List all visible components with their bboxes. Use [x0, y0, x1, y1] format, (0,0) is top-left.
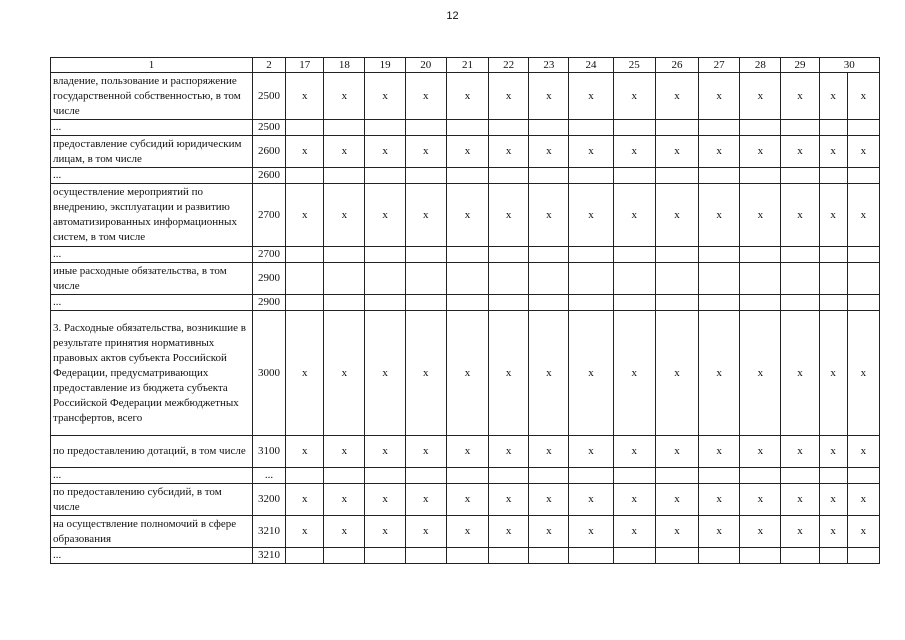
- value-cell: x: [286, 484, 324, 516]
- value-cell: [740, 247, 781, 263]
- row-code: 3210: [252, 548, 285, 564]
- value-cell: [781, 548, 819, 564]
- value-cell: x: [819, 136, 847, 168]
- value-cell: [613, 468, 655, 484]
- value-cell: [324, 168, 365, 184]
- value-cell: [740, 168, 781, 184]
- row-code: 2500: [252, 120, 285, 136]
- value-cell: x: [365, 73, 405, 120]
- value-cell: [740, 120, 781, 136]
- value-cell: [613, 168, 655, 184]
- value-cell: x: [365, 436, 405, 468]
- value-cell: [655, 548, 698, 564]
- value-cell: x: [446, 136, 488, 168]
- value-cell: [405, 168, 446, 184]
- value-cell: [613, 247, 655, 263]
- header-col: 21: [446, 58, 488, 73]
- value-cell: [529, 468, 569, 484]
- value-cell: x: [446, 311, 488, 436]
- page-number: 12: [446, 10, 459, 22]
- value-cell: [569, 120, 613, 136]
- value-cell: x: [324, 136, 365, 168]
- value-cell: x: [405, 136, 446, 168]
- header-col: 19: [365, 58, 405, 73]
- value-cell: x: [819, 516, 847, 548]
- value-cell: x: [405, 311, 446, 436]
- value-cell: [529, 548, 569, 564]
- value-cell: x: [286, 136, 324, 168]
- header-row: [51, 58, 880, 73]
- value-cell: x: [365, 484, 405, 516]
- value-cell: [286, 468, 324, 484]
- value-cell: [489, 120, 529, 136]
- table-row: [51, 295, 880, 311]
- value-cell: [740, 548, 781, 564]
- value-cell: x: [740, 436, 781, 468]
- row-label: ...: [51, 548, 253, 564]
- value-cell: [489, 168, 529, 184]
- value-cell: [489, 548, 529, 564]
- value-cell: x: [529, 184, 569, 247]
- value-cell: [781, 168, 819, 184]
- value-cell: x: [286, 311, 324, 436]
- header-col-last: 30: [819, 58, 879, 73]
- value-cell: [699, 295, 740, 311]
- row-label: владение, пользование и распоряжение государственной собственностью, в том числе: [51, 73, 253, 120]
- value-cell: [655, 468, 698, 484]
- value-cell: x: [489, 311, 529, 436]
- row-label: ...: [51, 120, 253, 136]
- value-cell: [655, 263, 698, 295]
- value-cell: x: [699, 184, 740, 247]
- value-cell: x: [405, 484, 446, 516]
- value-cell: x: [740, 184, 781, 247]
- value-cell: [446, 168, 488, 184]
- value-cell: x: [569, 136, 613, 168]
- value-cell: [847, 120, 879, 136]
- value-cell: x: [529, 516, 569, 548]
- value-cell: [405, 120, 446, 136]
- value-cell: x: [489, 436, 529, 468]
- value-cell: [489, 263, 529, 295]
- value-cell: x: [655, 73, 698, 120]
- value-cell: x: [569, 516, 613, 548]
- value-cell: x: [324, 184, 365, 247]
- value-cell: x: [569, 484, 613, 516]
- value-cell: [699, 247, 740, 263]
- value-cell: x: [613, 136, 655, 168]
- header-col: 17: [286, 58, 324, 73]
- value-cell: x: [847, 311, 879, 436]
- row-code: 3000: [252, 311, 285, 436]
- value-cell: x: [529, 136, 569, 168]
- value-cell: x: [446, 516, 488, 548]
- value-cell: [286, 263, 324, 295]
- value-cell: x: [613, 436, 655, 468]
- value-cell: [529, 120, 569, 136]
- value-cell: x: [489, 516, 529, 548]
- value-cell: x: [286, 516, 324, 548]
- value-cell: [365, 168, 405, 184]
- header-col: 28: [740, 58, 781, 73]
- value-cell: x: [324, 311, 365, 436]
- value-cell: x: [489, 484, 529, 516]
- value-cell: x: [569, 311, 613, 436]
- table-row: [51, 73, 880, 120]
- table-row: [51, 436, 880, 468]
- value-cell: [781, 263, 819, 295]
- value-cell: [569, 295, 613, 311]
- value-cell: x: [740, 136, 781, 168]
- value-cell: x: [781, 73, 819, 120]
- value-cell: [847, 247, 879, 263]
- value-cell: x: [740, 73, 781, 120]
- value-cell: [324, 548, 365, 564]
- value-cell: [655, 168, 698, 184]
- header-col: 22: [489, 58, 529, 73]
- value-cell: x: [740, 484, 781, 516]
- value-cell: x: [699, 311, 740, 436]
- value-cell: [819, 263, 847, 295]
- value-cell: x: [847, 136, 879, 168]
- value-cell: x: [699, 436, 740, 468]
- table-row: [51, 247, 880, 263]
- header-col-2: 2: [252, 58, 285, 73]
- value-cell: [613, 120, 655, 136]
- row-code: 3210: [252, 516, 285, 548]
- header-col: 29: [781, 58, 819, 73]
- value-cell: [286, 168, 324, 184]
- header-col: 23: [529, 58, 569, 73]
- header-col: 27: [699, 58, 740, 73]
- value-cell: x: [655, 184, 698, 247]
- value-cell: x: [446, 184, 488, 247]
- value-cell: [655, 295, 698, 311]
- value-cell: x: [613, 516, 655, 548]
- value-cell: x: [819, 184, 847, 247]
- value-cell: x: [569, 436, 613, 468]
- header-col: 25: [613, 58, 655, 73]
- table-row: [51, 548, 880, 564]
- value-cell: x: [819, 311, 847, 436]
- value-cell: [365, 295, 405, 311]
- value-cell: x: [365, 311, 405, 436]
- value-cell: x: [324, 436, 365, 468]
- value-cell: [655, 247, 698, 263]
- value-cell: [781, 120, 819, 136]
- value-cell: [847, 263, 879, 295]
- value-cell: [847, 548, 879, 564]
- value-cell: x: [699, 516, 740, 548]
- value-cell: [405, 263, 446, 295]
- table-row: [51, 263, 880, 295]
- value-cell: x: [819, 484, 847, 516]
- value-cell: [847, 295, 879, 311]
- value-cell: [405, 548, 446, 564]
- value-cell: x: [446, 484, 488, 516]
- value-cell: [569, 468, 613, 484]
- value-cell: [569, 263, 613, 295]
- value-cell: [819, 168, 847, 184]
- value-cell: [529, 295, 569, 311]
- value-cell: [286, 247, 324, 263]
- value-cell: [286, 548, 324, 564]
- value-cell: [819, 468, 847, 484]
- value-cell: [699, 120, 740, 136]
- value-cell: [446, 295, 488, 311]
- value-cell: [489, 247, 529, 263]
- value-cell: x: [847, 184, 879, 247]
- row-code: 2600: [252, 136, 285, 168]
- value-cell: x: [365, 136, 405, 168]
- value-cell: x: [405, 436, 446, 468]
- value-cell: x: [446, 436, 488, 468]
- value-cell: [699, 548, 740, 564]
- value-cell: [529, 168, 569, 184]
- header-col-1: 1: [51, 58, 253, 73]
- value-cell: [699, 263, 740, 295]
- value-cell: [699, 468, 740, 484]
- row-label: ...: [51, 168, 253, 184]
- expenditure-table: [50, 57, 880, 564]
- table-row: [51, 120, 880, 136]
- value-cell: x: [613, 311, 655, 436]
- row-code: 2600: [252, 168, 285, 184]
- value-cell: x: [740, 516, 781, 548]
- value-cell: x: [655, 136, 698, 168]
- value-cell: x: [529, 73, 569, 120]
- row-code: 3200: [252, 484, 285, 516]
- row-label: 3. Расходные обязательства, возникшие в результате принятия нормативных правовых актов субъекта Российской Федерации, предусматривающих предоставление из бюджета субъекта Российской Федерации межбюджетных трансфертов, всего: [51, 311, 253, 436]
- header-col: 26: [655, 58, 698, 73]
- value-cell: x: [781, 484, 819, 516]
- value-cell: [819, 247, 847, 263]
- row-label: по предоставлению субсидий, в том числе: [51, 484, 253, 516]
- value-cell: [286, 295, 324, 311]
- value-cell: x: [699, 73, 740, 120]
- row-label: ...: [51, 295, 253, 311]
- value-cell: x: [529, 436, 569, 468]
- value-cell: x: [699, 136, 740, 168]
- value-cell: x: [781, 136, 819, 168]
- value-cell: [847, 468, 879, 484]
- value-cell: [324, 120, 365, 136]
- row-label: ...: [51, 468, 253, 484]
- row-code: 3100: [252, 436, 285, 468]
- value-cell: [405, 468, 446, 484]
- table-row: [51, 136, 880, 168]
- value-cell: [613, 548, 655, 564]
- value-cell: x: [781, 311, 819, 436]
- value-cell: x: [405, 184, 446, 247]
- value-cell: [781, 247, 819, 263]
- value-cell: [529, 263, 569, 295]
- row-code: 2700: [252, 247, 285, 263]
- value-cell: x: [324, 484, 365, 516]
- value-cell: [613, 263, 655, 295]
- value-cell: [740, 263, 781, 295]
- header-col: 20: [405, 58, 446, 73]
- row-code: 2900: [252, 263, 285, 295]
- table-row: [51, 184, 880, 247]
- row-label: иные расходные обязательства, в том числе: [51, 263, 253, 295]
- value-cell: x: [781, 436, 819, 468]
- row-label: предоставление субсидий юридическим лицам, в том числе: [51, 136, 253, 168]
- value-cell: x: [819, 436, 847, 468]
- value-cell: x: [699, 484, 740, 516]
- value-cell: [569, 168, 613, 184]
- value-cell: [365, 468, 405, 484]
- value-cell: [446, 548, 488, 564]
- row-code: ...: [252, 468, 285, 484]
- value-cell: [781, 468, 819, 484]
- value-cell: x: [613, 184, 655, 247]
- table-row: [51, 468, 880, 484]
- row-code: 2500: [252, 73, 285, 120]
- value-cell: [740, 295, 781, 311]
- value-cell: x: [569, 73, 613, 120]
- value-cell: [446, 468, 488, 484]
- header-col: 24: [569, 58, 613, 73]
- value-cell: [324, 295, 365, 311]
- value-cell: [365, 120, 405, 136]
- value-cell: [819, 548, 847, 564]
- value-cell: x: [847, 516, 879, 548]
- value-cell: x: [324, 516, 365, 548]
- value-cell: x: [569, 184, 613, 247]
- value-cell: [405, 295, 446, 311]
- value-cell: [819, 295, 847, 311]
- row-label: на осуществление полномочий в сфере образования: [51, 516, 253, 548]
- value-cell: [324, 263, 365, 295]
- table-row: [51, 516, 880, 548]
- value-cell: x: [847, 73, 879, 120]
- row-label: ...: [51, 247, 253, 263]
- value-cell: [489, 468, 529, 484]
- value-cell: x: [781, 516, 819, 548]
- row-code: 2700: [252, 184, 285, 247]
- value-cell: x: [489, 136, 529, 168]
- value-cell: x: [529, 311, 569, 436]
- value-cell: x: [286, 184, 324, 247]
- value-cell: [569, 548, 613, 564]
- value-cell: x: [847, 436, 879, 468]
- value-cell: x: [529, 484, 569, 516]
- value-cell: [324, 468, 365, 484]
- value-cell: x: [446, 73, 488, 120]
- value-cell: [569, 247, 613, 263]
- value-cell: x: [405, 516, 446, 548]
- value-cell: x: [847, 484, 879, 516]
- value-cell: x: [655, 516, 698, 548]
- value-cell: [405, 247, 446, 263]
- value-cell: [286, 120, 324, 136]
- value-cell: [324, 247, 365, 263]
- value-cell: x: [365, 184, 405, 247]
- row-code: 2900: [252, 295, 285, 311]
- value-cell: [489, 295, 529, 311]
- value-cell: [699, 168, 740, 184]
- table-row: [51, 484, 880, 516]
- value-cell: x: [655, 311, 698, 436]
- table-row: [51, 311, 880, 436]
- value-cell: [365, 247, 405, 263]
- value-cell: x: [405, 73, 446, 120]
- value-cell: [529, 247, 569, 263]
- value-cell: x: [613, 484, 655, 516]
- value-cell: [446, 247, 488, 263]
- value-cell: [655, 120, 698, 136]
- value-cell: x: [489, 184, 529, 247]
- value-cell: x: [489, 73, 529, 120]
- value-cell: x: [324, 73, 365, 120]
- table-row: [51, 168, 880, 184]
- value-cell: [781, 295, 819, 311]
- value-cell: x: [655, 484, 698, 516]
- value-cell: [446, 263, 488, 295]
- header-col: 18: [324, 58, 365, 73]
- value-cell: [613, 295, 655, 311]
- value-cell: [365, 263, 405, 295]
- value-cell: x: [819, 73, 847, 120]
- value-cell: x: [365, 516, 405, 548]
- row-label: осуществление мероприятий по внедрению, эксплуатации и развитию автоматизированных информационных систем, в том числе: [51, 184, 253, 247]
- value-cell: x: [740, 311, 781, 436]
- value-cell: [847, 168, 879, 184]
- row-label: по предоставлению дотаций, в том числе: [51, 436, 253, 468]
- value-cell: x: [286, 73, 324, 120]
- value-cell: [740, 468, 781, 484]
- value-cell: [446, 120, 488, 136]
- value-cell: x: [613, 73, 655, 120]
- value-cell: x: [781, 184, 819, 247]
- value-cell: x: [655, 436, 698, 468]
- value-cell: x: [286, 436, 324, 468]
- value-cell: [365, 548, 405, 564]
- value-cell: [819, 120, 847, 136]
